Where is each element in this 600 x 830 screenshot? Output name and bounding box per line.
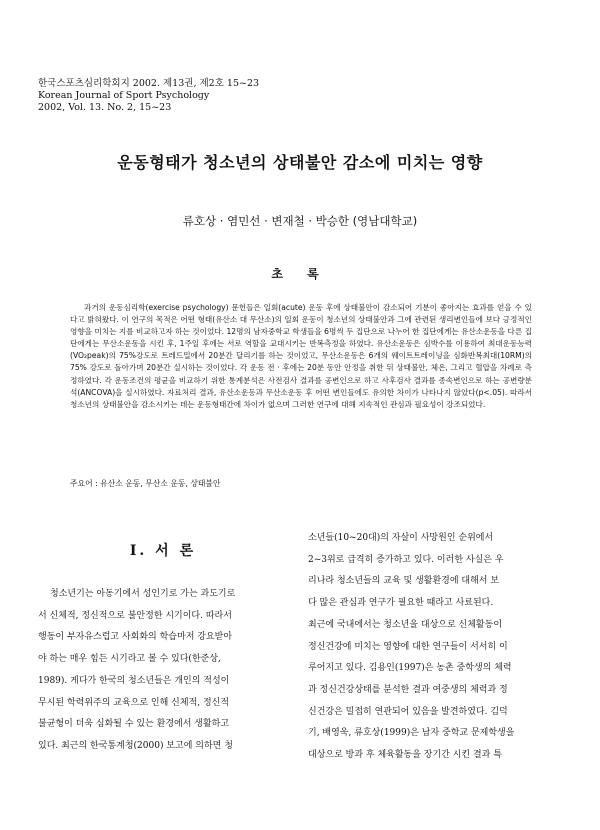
- abstract-text: 과거의 운동심리학(exercise psychology) 문헌들은 일회(acute) 운동 후에 상태불안이 감소되어 기분이 좋아지는 효과를 얻을 수 있다고 밝혀왔다. 이 연구의 목적은 어떤 형태(유산소 대 무산소)의 일회 운동이 청소년의 상태불안과 그에 관련된 생리변인들에 보다 긍정적인 영향을 미치는 지를 비교하고자 하는 것이었다. 12명의 남자중학교 학생들을 6명씩 두 집단으로 나누어 한 집단에게는 유산소운동을 다른 집단에게는 무산소운동을 시킨 후, 1주일 후에는 서로 역할을 교대시키는 반복측정을 하였다. 유산소운동은 심박수를 이용하여 최대운동능력(VO₂peak)의 75%강도로 트레드밀에서 20분간 달리기를 하는 것이었고, 무산소운동은 6개의 웨이트트레이닝을 심화반복최대(10RM)의 75% 강도로 돌아가며 20분간 실시하는 것이었다. 각 운동 전 · 후에는 20분 동안 안정을 취한 뒤 상태불안, 체온, 그리고 혈압을 차례로 측정하였다. 각 운동조건의 평균을 비교하기 위한 통계분석은 사전검사 결과를 공변인으로 하고 사후검사 결과를 종속변인으로 하는 공변량분석(ANCOVA)을 실시하였다. 자료처리 결과, 유산소운동과 무산소운동 후 어떤 변인들에도 유의한 차이가 나타나지 않았다(p<.05). 따라서 청소년의 상태불안을 감소시키는 데는 운동형태간에 차이가 없으며 그러한 연구에 대해 지속적인 관심과 필요성이 강조되었다.: [70, 303, 532, 409]
- section-heading-introduction: I. 서 론: [129, 543, 197, 559]
- body-line: 불균형이 더욱 심화될 수 있는 환경에서 생활하고: [38, 719, 230, 730]
- body-line: 소년들(10~20대)의 자살이 사망원인 순위에서: [308, 533, 494, 543]
- body-line: 대상으로 방과 후 체육활동을 장기간 시킨 결과 특: [308, 750, 502, 761]
- body-line: 기, 배영욱, 류호상(1999)은 남자 중학교 문제학생을: [308, 728, 515, 739]
- journal-line-volume: 2002, Vol. 13. No. 2, 15~23: [38, 102, 172, 113]
- body-line: 과 정신건강상태를 분석한 결과 여중생의 체력과 정: [308, 684, 508, 695]
- body-line: 리나라 청소년들의 교육 및 생활환경에 대해서 보: [308, 576, 500, 587]
- body-line: 있다. 최근의 한국통계청(2000) 보고에 의하면 청: [38, 740, 233, 751]
- body-line: 신건강은 밀접히 연관되어 있음을 발견하였다. 김덕: [308, 706, 508, 717]
- body-column-left: [38, 584, 288, 758]
- paper-title: 운동형태가 청소년의 상태불안 감소에 미치는 영향: [117, 153, 483, 172]
- journal-line-english: Korean Journal of Sport Psychology: [38, 90, 210, 101]
- journal-line-korean: 한국스포츠심리학회지 2002. 제13권, 제2호 15~23: [38, 78, 260, 89]
- body-line: 2~3위로 급격히 증가하고 있다. 이러한 사실은 우: [308, 554, 504, 565]
- body-line: 서 신체적, 정신적으로 불안정한 시기이다. 따라서: [38, 610, 232, 621]
- keywords: 주요어 : 유산소 운동, 무산소 운동, 상태불안: [70, 479, 221, 488]
- paper-authors: 류호상 · 염민선 · 변재철 · 박승한 (영남대학교): [182, 214, 418, 228]
- body-line: 1989). 게다가 한국의 청소년들은 개인의 적성이: [38, 675, 230, 686]
- body-column-right: [308, 528, 563, 767]
- body-line: 최근에 국내에서는 청소년을 대상으로 신체활동이: [308, 619, 503, 630]
- body-line: 정신건강에 미치는 영향에 대한 연구들이 서서히 이: [308, 641, 508, 652]
- body-line: 행동이 부자유스럽고 사회화의 학습마저 강요받아: [38, 632, 233, 643]
- body-line: 루어지고 있다. 김용인(1997)은 농촌 중학생의 체력: [308, 663, 512, 674]
- abstract-heading: 초 록: [271, 267, 329, 281]
- body-line: 무시된 학력위주의 교육으로 인해 신체적, 정신적: [38, 697, 230, 708]
- body-line: 청소년기는 아동기에서 성인기로 가는 과도기로: [50, 589, 236, 599]
- journal-info: [38, 78, 259, 114]
- body-line: 야 하는 매우 힘든 시기라고 볼 수 있다(한준상,: [38, 654, 221, 665]
- body-line: 다 많은 관심과 연구가 필요한 때라고 사료된다.: [308, 598, 494, 609]
